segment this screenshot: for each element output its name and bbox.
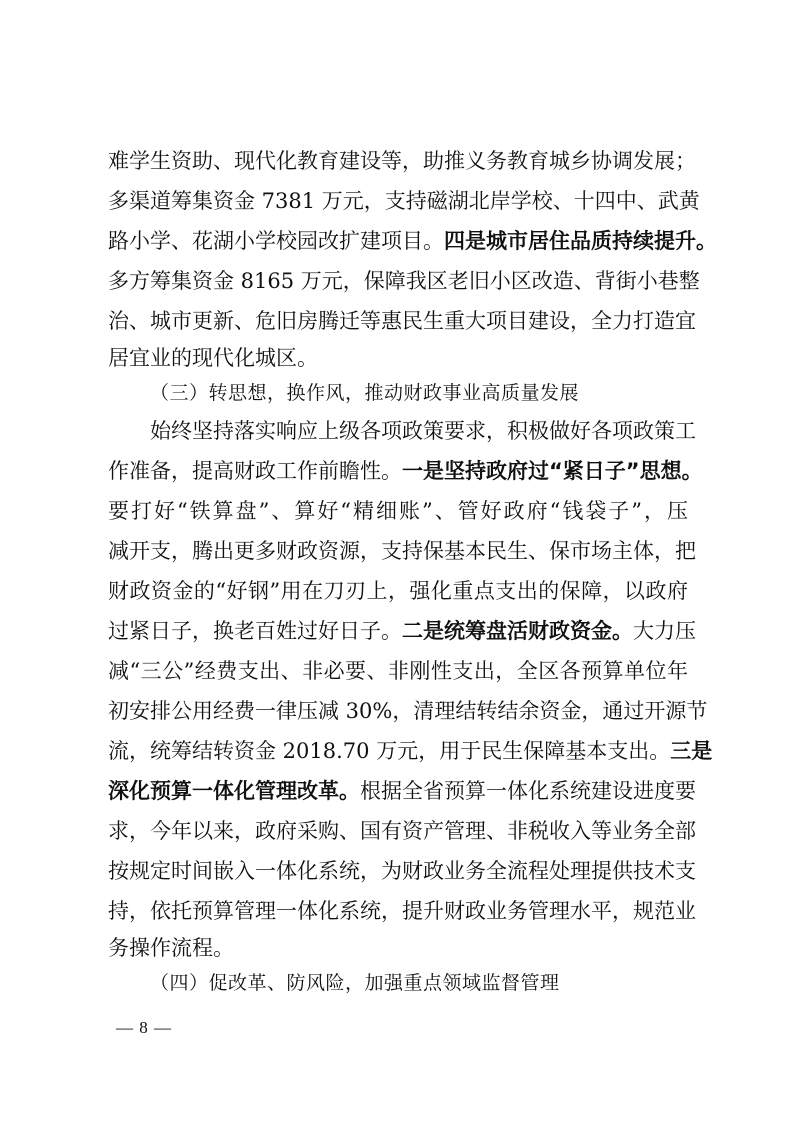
bold-heading-run: 一是坚持政府过“紧日子”思想。 <box>402 459 703 483</box>
section-heading <box>150 965 560 1001</box>
bold-heading-run: 四是城市居住品质持续提升。 <box>444 229 717 253</box>
text-run: 务操作流程。 <box>108 936 234 960</box>
text-run: 减开支，腾出更多财政资源，支持保基本民生、保市场主体，把 <box>108 539 696 563</box>
paragraph-line <box>108 143 696 179</box>
paragraph-line <box>150 413 696 449</box>
text-run: 居宜业的现代化城区。 <box>108 346 318 370</box>
paragraph-line <box>108 653 688 689</box>
paragraph-line <box>108 573 688 609</box>
text-run: 过紧日子，换老百姓过好日子。 <box>108 619 402 643</box>
text-run: 作准备，提高财政工作前瞻性。 <box>108 459 402 483</box>
paragraph-line <box>108 613 696 649</box>
text-run: 流，统筹结转资金 2018.70 万元，用于民生保障基本支出。 <box>108 739 671 763</box>
text-run: 治、城市更新、危旧房腾迁等惠民生重大项目建设，全力打造宜 <box>108 309 696 333</box>
paragraph-line <box>108 183 700 219</box>
text-run: 大力压 <box>633 619 696 643</box>
paragraph-line <box>108 813 696 849</box>
text-run: 财政资金的“好钢”用在刀刃上，强化重点支出的保障，以政府 <box>108 579 688 603</box>
paragraph-line <box>108 930 688 966</box>
bold-heading-run: 深化预算一体化管理改革。 <box>108 779 360 803</box>
paragraph-line <box>108 340 688 376</box>
paragraph-line <box>108 693 708 729</box>
paragraph-line <box>108 533 696 569</box>
section-heading-text: （三）转思想，换作风，推动财政事业高质量发展 <box>150 382 580 404</box>
bold-heading-run: 三是 <box>670 739 713 763</box>
paragraph-line <box>108 303 696 339</box>
paragraph-line <box>108 223 717 259</box>
paragraph-line <box>108 853 696 889</box>
bold-heading-run: 二是统筹盘活财政资金。 <box>402 619 633 643</box>
text-run: 多方筹集资金 8165 万元，保障我区老旧小区改造、背街小巷整 <box>108 269 700 293</box>
section-heading-text: （四）促改革、防风险，加强重点领域监督管理 <box>150 972 560 994</box>
text-run: 持，依托预算管理一体化系统，提升财政业务管理水平，规范业 <box>108 899 696 923</box>
text-run: 多渠道筹集资金 7381 万元，支持磁湖北岸学校、十四中、武黄 <box>108 189 700 213</box>
text-run: 减“三公”经费支出、非必要、非刚性支出，全区各预算单位年 <box>108 659 688 683</box>
paragraph-line <box>108 893 696 929</box>
paragraph-line <box>108 263 700 299</box>
text-run: 难学生资助、现代化教育建设等，助推义务教育城乡协调发展； <box>108 149 696 173</box>
text-run: 要打好“铁算盘”、算好“精细账”、管好政府“钱袋子”，压 <box>108 499 688 523</box>
paragraph-line <box>108 733 713 769</box>
text-run: 路小学、花湖小学校园改扩建项目。 <box>108 229 444 253</box>
text-run: 按规定时间嵌入一体化系统，为财政业务全流程处理提供技术支 <box>108 859 696 883</box>
paragraph-line <box>108 453 703 489</box>
paragraph-line <box>108 773 696 809</box>
text-run: 初安排公用经费一律压减 30%，清理结转结余资金，通过开源节 <box>108 699 708 723</box>
section-heading <box>150 375 579 411</box>
text-run: 始终坚持落实响应上级各项政策要求，积极做好各项政策工 <box>150 419 696 443</box>
text-run: 根据全省预算一体化系统建设进度要 <box>360 779 696 803</box>
page-number: — 8 — <box>116 1018 172 1037</box>
text-run: 求，今年以来，政府采购、国有资产管理、非税收入等业务全部 <box>108 819 696 843</box>
paragraph-line <box>108 493 688 529</box>
